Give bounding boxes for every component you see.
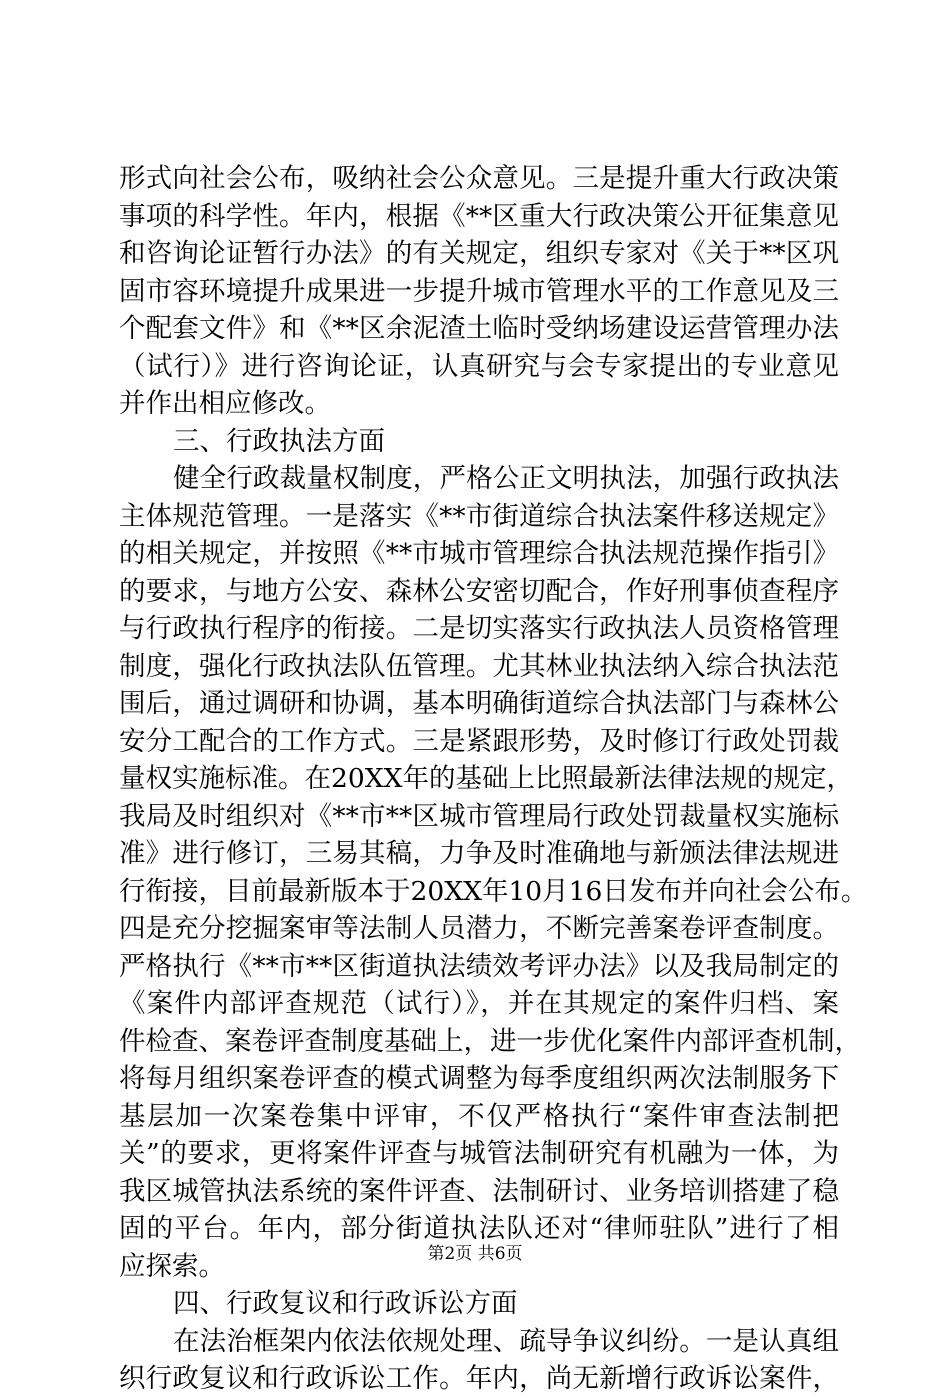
text-line: 四是充分挖掘案审等法制人员潜力，不断完善案卷评查制度。: [119, 913, 839, 944]
text-line: 主体规范管理。一是落实《**市街道综合执法案件移送规定》: [119, 500, 839, 532]
text-line: 我局及时组织对《**市**区城市管理局行政处罚裁量权实施标: [119, 800, 839, 832]
text-line: 量权实施标准。在20XX年的基础上比照最新法律法规的规定，: [119, 763, 853, 794]
section-heading: 四、行政复议和行政诉讼方面: [173, 1288, 518, 1319]
text-line: 行衔接，目前最新版本于20XX年10月16日发布并向社会公布。: [119, 875, 868, 907]
paragraph-first-line: 在法治框架内依法依规处理、疏导争议纠纷。一是认真组: [173, 1325, 839, 1357]
text-line: 将每月组织案卷评查的模式调整为每季度组织两次法制服务下: [119, 1063, 839, 1094]
text-line: 的要求，与地方公安、森林公安密切配合，作好刑事侦查程序: [119, 575, 839, 607]
text-line: 关”的要求，更将案件评查与城管法制研究有机融为一体，为: [119, 1138, 839, 1169]
text-line: 应探索。: [119, 1250, 225, 1282]
text-line: 固市容环境提升成果进一步提升城市管理水平的工作意见及三: [119, 275, 839, 307]
text-line: 制度，强化行政执法队伍管理。尤其林业执法纳入综合执法范: [119, 650, 839, 682]
text-line: 个配套文件》和《**区余泥渣土临时受纳场建设运营管理办法: [119, 313, 839, 344]
text-line: 的相关规定，并按照《**市城市管理综合执法规范操作指引》: [119, 538, 839, 569]
text-line: 安分工配合的工作方式。三是紧跟形势，及时修订行政处罚裁: [119, 725, 839, 757]
text-line: 件检查、案卷评查制度基础上，进一步优化案件内部评查机制，: [119, 1025, 861, 1057]
text-line: 《案件内部评查规范（试行）》，并在其规定的案件归档、案: [119, 988, 839, 1019]
section-heading: 三、行政执法方面: [173, 425, 385, 457]
text-line: 严格执行《**市**区街道执法绩效考评办法》以及我局制定的: [119, 950, 839, 982]
text-line: 围后，通过调研和协调，基本明确街道综合执法部门与森林公: [119, 688, 839, 719]
text-line: 准》进行修订，三易其稿，力争及时准确地与新颁法律法规进: [119, 838, 839, 869]
text-line: 我区城管执法系统的案件评查、法制研讨、业务培训搭建了稳: [119, 1175, 839, 1207]
text-line: 形式向社会公布，吸纳社会公众意见。三是提升重大行政决策: [119, 163, 839, 194]
paragraph-first-line: 健全行政裁量权制度，严格公正文明执法，加强行政执法: [173, 463, 839, 494]
text-line: 事项的科学性。年内，根据《**区重大行政决策公开征集意见: [119, 200, 839, 232]
text-line: （试行）》进行咨询论证，认真研究与会专家提出的专业意见: [119, 350, 839, 382]
text-line: 基层加一次案卷集中评审，不仅严格执行“案件审查法制把: [119, 1100, 839, 1132]
document-body: [119, 160, 868, 1398]
page-number-footer: 第2页 共6页: [427, 1244, 523, 1264]
text-line: 与行政执行程序的衔接。二是切实落实行政执法人员资格管理: [119, 613, 839, 644]
text-line: 织行政复议和行政诉讼工作。年内，尚无新增行政诉讼案件，: [119, 1363, 839, 1394]
text-line: 固的平台。年内，部分街道执法队还对“律师驻队”进行了相: [119, 1213, 839, 1244]
text-line: 并作出相应修改。: [119, 388, 331, 419]
text-line: 和咨询论证暂行办法》的有关规定，组织专家对《关于**区巩: [119, 238, 839, 269]
